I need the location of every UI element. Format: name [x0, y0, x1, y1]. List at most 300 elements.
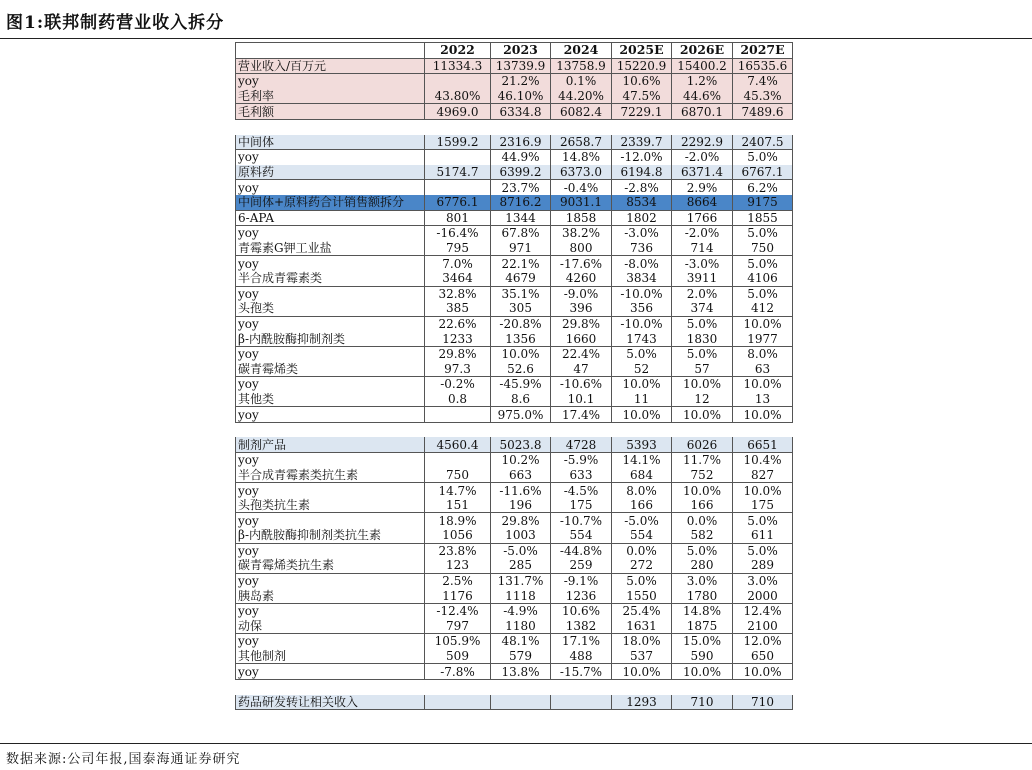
value-cell: 4106 [733, 271, 793, 286]
value-cell: 7.0% [425, 256, 491, 271]
value-cell: -2.0% [672, 226, 733, 241]
row-label: β-内酰胺酶抑制剂类 [236, 331, 425, 346]
table-row [236, 58, 793, 74]
value-cell: 10.0% [733, 483, 793, 498]
value-cell: -20.8% [491, 316, 551, 331]
value-cell: 5.0% [733, 543, 793, 558]
table-row [236, 528, 793, 543]
value-cell: 396 [551, 301, 612, 316]
value-cell: 10.1 [551, 392, 612, 407]
value-cell: 8534 [612, 195, 672, 210]
value-cell [425, 180, 491, 195]
value-cell: 5.0% [672, 346, 733, 361]
table-row [236, 498, 793, 513]
value-cell: 4679 [491, 271, 551, 286]
value-cell: 15.0% [672, 634, 733, 649]
value-cell: 5.0% [672, 316, 733, 331]
value-cell: 175 [733, 498, 793, 513]
value-cell: 356 [612, 301, 672, 316]
value-cell: 6870.1 [672, 104, 733, 120]
value-cell: 2.5% [425, 573, 491, 588]
value-cell [612, 679, 672, 694]
value-cell: 44.6% [672, 89, 733, 104]
row-label: 半合成青霉素类 [236, 271, 425, 286]
value-cell: 44.20% [551, 89, 612, 104]
value-cell: 1233 [425, 331, 491, 346]
table-row [236, 543, 793, 558]
row-label: 制剂产品 [236, 437, 425, 452]
table-row [236, 195, 793, 210]
table-row [236, 286, 793, 301]
table-row [236, 226, 793, 241]
value-cell: 13.8% [491, 664, 551, 680]
value-cell: 2339.7 [612, 135, 672, 150]
value-cell: 3464 [425, 271, 491, 286]
value-cell [491, 422, 551, 437]
table-row [236, 346, 793, 361]
header-cell: 2026E [672, 43, 733, 59]
row-label: 药品研发转让相关收入 [236, 695, 425, 710]
spacer-row [236, 119, 793, 134]
value-cell: 736 [612, 241, 672, 256]
value-cell: 6.2% [733, 180, 793, 195]
value-cell: 285 [491, 558, 551, 573]
table-row [236, 316, 793, 331]
table-row [236, 468, 793, 483]
value-cell: 6082.4 [551, 104, 612, 120]
row-label: 半合成青霉素类抗生素 [236, 468, 425, 483]
row-label [236, 422, 425, 437]
value-cell: 554 [551, 528, 612, 543]
value-cell: -0.2% [425, 377, 491, 392]
value-cell: 1356 [491, 331, 551, 346]
value-cell: 13 [733, 392, 793, 407]
value-cell: -9.0% [551, 286, 612, 301]
value-cell: 3.0% [733, 573, 793, 588]
value-cell: 57 [672, 361, 733, 376]
value-cell: 750 [733, 241, 793, 256]
header-cell: 2023 [491, 43, 551, 59]
value-cell: 10.0% [612, 664, 672, 680]
value-cell: 710 [672, 695, 733, 710]
value-cell: 63 [733, 361, 793, 376]
header-cell: 2027E [733, 43, 793, 59]
value-cell: 97.3 [425, 361, 491, 376]
value-cell: 1236 [551, 588, 612, 603]
value-cell: 10.6% [612, 74, 672, 89]
value-cell [425, 695, 491, 710]
value-cell [672, 679, 733, 694]
row-label: 碳青霉烯类 [236, 361, 425, 376]
value-cell [425, 679, 491, 694]
value-cell: 14.8% [672, 603, 733, 618]
value-cell: -2.8% [612, 180, 672, 195]
table-row [236, 301, 793, 316]
table-row [236, 271, 793, 286]
value-cell: 752 [672, 468, 733, 483]
row-label: 毛利额 [236, 104, 425, 120]
value-cell: 0.0% [672, 513, 733, 528]
value-cell: 196 [491, 498, 551, 513]
value-cell [425, 150, 491, 165]
value-cell: 18.0% [612, 634, 672, 649]
value-cell: 2100 [733, 619, 793, 634]
title-rule [0, 38, 1032, 39]
row-label: 胰岛素 [236, 588, 425, 603]
value-cell: 10.0% [672, 483, 733, 498]
value-cell: -44.8% [551, 543, 612, 558]
row-label: yoy [236, 407, 425, 423]
value-cell: 10.0% [672, 664, 733, 680]
row-label: 其他类 [236, 392, 425, 407]
value-cell: 17.4% [551, 407, 612, 423]
value-cell: 5.0% [672, 543, 733, 558]
value-cell: 633 [551, 468, 612, 483]
value-cell: 35.1% [491, 286, 551, 301]
row-label: yoy [236, 543, 425, 558]
value-cell: 166 [612, 498, 672, 513]
value-cell: 14.8% [551, 150, 612, 165]
value-cell: 5023.8 [491, 437, 551, 452]
value-cell: -3.0% [612, 226, 672, 241]
table-row [236, 377, 793, 392]
table-row [236, 573, 793, 588]
value-cell: 0.0% [612, 543, 672, 558]
value-cell [491, 119, 551, 134]
value-cell: 22.4% [551, 346, 612, 361]
row-label: yoy [236, 483, 425, 498]
value-cell: 1118 [491, 588, 551, 603]
value-cell: -5.9% [551, 453, 612, 468]
value-cell: 47.5% [612, 89, 672, 104]
value-cell: -5.0% [491, 543, 551, 558]
value-cell: 1743 [612, 331, 672, 346]
value-cell: 582 [672, 528, 733, 543]
spacer-row [236, 422, 793, 437]
row-label: yoy [236, 180, 425, 195]
value-cell: 3834 [612, 271, 672, 286]
value-cell: 11334.3 [425, 58, 491, 74]
value-cell: 29.8% [425, 346, 491, 361]
value-cell [672, 119, 733, 134]
row-label: yoy [236, 634, 425, 649]
table-row [236, 407, 793, 423]
value-cell: 10.0% [672, 407, 733, 423]
value-cell: 23.8% [425, 543, 491, 558]
value-cell: -45.9% [491, 377, 551, 392]
value-cell: 1550 [612, 588, 672, 603]
row-label: 头孢类抗生素 [236, 498, 425, 513]
value-cell: 800 [551, 241, 612, 256]
table-row [236, 588, 793, 603]
value-cell: 29.8% [491, 513, 551, 528]
value-cell: 0.1% [551, 74, 612, 89]
value-cell: 7.4% [733, 74, 793, 89]
value-cell: 663 [491, 468, 551, 483]
value-cell: -12.0% [612, 150, 672, 165]
value-cell: 13758.9 [551, 58, 612, 74]
value-cell: 5.0% [733, 256, 793, 271]
row-label: 6-APA [236, 210, 425, 226]
value-cell: 6399.2 [491, 165, 551, 180]
row-label: β-内酰胺酶抑制剂类抗生素 [236, 528, 425, 543]
value-cell: 1056 [425, 528, 491, 543]
value-cell: 105.9% [425, 634, 491, 649]
table-row [236, 603, 793, 618]
value-cell: 2658.7 [551, 135, 612, 150]
value-cell: 1382 [551, 619, 612, 634]
value-cell: 4969.0 [425, 104, 491, 120]
row-label: 中间体+原料药合计销售额拆分 [236, 195, 425, 210]
value-cell: 1660 [551, 331, 612, 346]
value-cell: 1780 [672, 588, 733, 603]
value-cell: 10.0% [612, 377, 672, 392]
value-cell: 385 [425, 301, 491, 316]
value-cell: -0.4% [551, 180, 612, 195]
row-label: 头孢类 [236, 301, 425, 316]
value-cell: 611 [733, 528, 793, 543]
value-cell: 12.0% [733, 634, 793, 649]
table-row [236, 104, 793, 120]
table-row [236, 619, 793, 634]
value-cell: 131.7% [491, 573, 551, 588]
header-cell: 2025E [612, 43, 672, 59]
row-label [236, 119, 425, 134]
value-cell: 1830 [672, 331, 733, 346]
value-cell: -8.0% [612, 256, 672, 271]
value-cell: 17.1% [551, 634, 612, 649]
value-cell: 6026 [672, 437, 733, 452]
value-cell [672, 422, 733, 437]
value-cell: 795 [425, 241, 491, 256]
value-cell: -7.8% [425, 664, 491, 680]
value-cell: 684 [612, 468, 672, 483]
row-label [236, 679, 425, 694]
value-cell: 67.8% [491, 226, 551, 241]
value-cell: -5.0% [612, 513, 672, 528]
value-cell: 6371.4 [672, 165, 733, 180]
value-cell: 2292.9 [672, 135, 733, 150]
value-cell: 5393 [612, 437, 672, 452]
value-cell: 509 [425, 649, 491, 664]
value-cell: 10.0% [672, 377, 733, 392]
table-row [236, 437, 793, 452]
value-cell: 14.1% [612, 453, 672, 468]
row-label: 其他制剂 [236, 649, 425, 664]
value-cell: 52.6 [491, 361, 551, 376]
value-cell: -15.7% [551, 664, 612, 680]
table-row [236, 89, 793, 104]
value-cell: 15220.9 [612, 58, 672, 74]
value-cell: 5.0% [733, 226, 793, 241]
value-cell: 11 [612, 392, 672, 407]
value-cell: -10.6% [551, 377, 612, 392]
table-row [236, 180, 793, 195]
row-label: yoy [236, 603, 425, 618]
value-cell [425, 74, 491, 89]
value-cell: 10.0% [491, 346, 551, 361]
value-cell: 1180 [491, 619, 551, 634]
value-cell: 32.8% [425, 286, 491, 301]
value-cell: 3911 [672, 271, 733, 286]
value-cell: 8664 [672, 195, 733, 210]
value-cell: -2.0% [672, 150, 733, 165]
value-cell: -12.4% [425, 603, 491, 618]
value-cell [551, 695, 612, 710]
value-cell: -10.0% [612, 286, 672, 301]
value-cell: 6334.8 [491, 104, 551, 120]
value-cell: 6651 [733, 437, 793, 452]
value-cell: 1855 [733, 210, 793, 226]
value-cell: 6767.1 [733, 165, 793, 180]
value-cell: 4560.4 [425, 437, 491, 452]
source-rule [0, 743, 1032, 744]
table-row [236, 331, 793, 346]
value-cell: 29.8% [551, 316, 612, 331]
value-cell: 827 [733, 468, 793, 483]
value-cell: 16535.6 [733, 58, 793, 74]
value-cell: 43.80% [425, 89, 491, 104]
value-cell: -16.4% [425, 226, 491, 241]
value-cell: 22.1% [491, 256, 551, 271]
row-label: yoy [236, 346, 425, 361]
value-cell: 797 [425, 619, 491, 634]
value-cell: 5.0% [612, 346, 672, 361]
value-cell: 259 [551, 558, 612, 573]
value-cell: 590 [672, 649, 733, 664]
row-label: yoy [236, 256, 425, 271]
value-cell: 25.4% [612, 603, 672, 618]
value-cell: 10.0% [733, 407, 793, 423]
value-cell: -4.9% [491, 603, 551, 618]
value-cell: 22.6% [425, 316, 491, 331]
row-label: yoy [236, 664, 425, 680]
table-row [236, 256, 793, 271]
value-cell: 175 [551, 498, 612, 513]
value-cell: 537 [612, 649, 672, 664]
value-cell: 1875 [672, 619, 733, 634]
row-label: yoy [236, 453, 425, 468]
value-cell [612, 119, 672, 134]
table-row [236, 210, 793, 226]
header-cell [236, 43, 425, 59]
value-cell: 166 [672, 498, 733, 513]
row-label: 原料药 [236, 165, 425, 180]
row-label: yoy [236, 150, 425, 165]
value-cell: 13739.9 [491, 58, 551, 74]
value-cell: 6373.0 [551, 165, 612, 180]
value-cell: 6194.8 [612, 165, 672, 180]
value-cell: 6776.1 [425, 195, 491, 210]
value-cell: 1176 [425, 588, 491, 603]
value-cell: -9.1% [551, 573, 612, 588]
value-cell: 1.2% [672, 74, 733, 89]
value-cell: 12.4% [733, 603, 793, 618]
value-cell: 10.0% [733, 664, 793, 680]
value-cell [733, 119, 793, 134]
value-cell: 8716.2 [491, 195, 551, 210]
value-cell: 650 [733, 649, 793, 664]
row-label: 动保 [236, 619, 425, 634]
value-cell: 750 [425, 468, 491, 483]
value-cell [551, 119, 612, 134]
value-cell [425, 422, 491, 437]
table-row [236, 453, 793, 468]
value-cell: 305 [491, 301, 551, 316]
table-header-row [236, 43, 793, 59]
table-row [236, 483, 793, 498]
value-cell: 5.0% [733, 286, 793, 301]
value-cell: 2.0% [672, 286, 733, 301]
value-cell: 44.9% [491, 150, 551, 165]
value-cell: 1293 [612, 695, 672, 710]
value-cell: -10.0% [612, 316, 672, 331]
table-row [236, 135, 793, 150]
value-cell [425, 453, 491, 468]
row-label: yoy [236, 513, 425, 528]
value-cell: 10.0% [733, 377, 793, 392]
value-cell: 710 [733, 695, 793, 710]
value-cell: 21.2% [491, 74, 551, 89]
source-note: 数据来源:公司年报,国泰海通证券研究 [6, 752, 241, 767]
value-cell: 0.8 [425, 392, 491, 407]
value-cell [491, 679, 551, 694]
value-cell: 975.0% [491, 407, 551, 423]
value-cell: 1802 [612, 210, 672, 226]
value-cell: 1858 [551, 210, 612, 226]
row-label: 青霉素G钾工业盐 [236, 241, 425, 256]
value-cell: 5.0% [733, 513, 793, 528]
value-cell: 2000 [733, 588, 793, 603]
value-cell: 10.0% [612, 407, 672, 423]
value-cell: 801 [425, 210, 491, 226]
value-cell: 14.7% [425, 483, 491, 498]
value-cell [733, 679, 793, 694]
value-cell [612, 422, 672, 437]
value-cell: 4260 [551, 271, 612, 286]
table-row [236, 634, 793, 649]
value-cell: 1766 [672, 210, 733, 226]
value-cell: 1631 [612, 619, 672, 634]
value-cell: -11.6% [491, 483, 551, 498]
table-row [236, 361, 793, 376]
value-cell: 23.7% [491, 180, 551, 195]
row-label: yoy [236, 316, 425, 331]
value-cell [551, 679, 612, 694]
table-row [236, 165, 793, 180]
value-cell: 554 [612, 528, 672, 543]
value-cell: 714 [672, 241, 733, 256]
value-cell: 11.7% [672, 453, 733, 468]
value-cell: 45.3% [733, 89, 793, 104]
value-cell: 38.2% [551, 226, 612, 241]
value-cell: 374 [672, 301, 733, 316]
row-label: 中间体 [236, 135, 425, 150]
value-cell: 1599.2 [425, 135, 491, 150]
value-cell: -17.6% [551, 256, 612, 271]
value-cell: 5174.7 [425, 165, 491, 180]
value-cell: 4728 [551, 437, 612, 452]
value-cell: 5.0% [612, 573, 672, 588]
value-cell: 12 [672, 392, 733, 407]
row-label: yoy [236, 286, 425, 301]
value-cell: -4.5% [551, 483, 612, 498]
value-cell: 2407.5 [733, 135, 793, 150]
value-cell [733, 422, 793, 437]
value-cell: 579 [491, 649, 551, 664]
value-cell: 488 [551, 649, 612, 664]
table-row [236, 649, 793, 664]
